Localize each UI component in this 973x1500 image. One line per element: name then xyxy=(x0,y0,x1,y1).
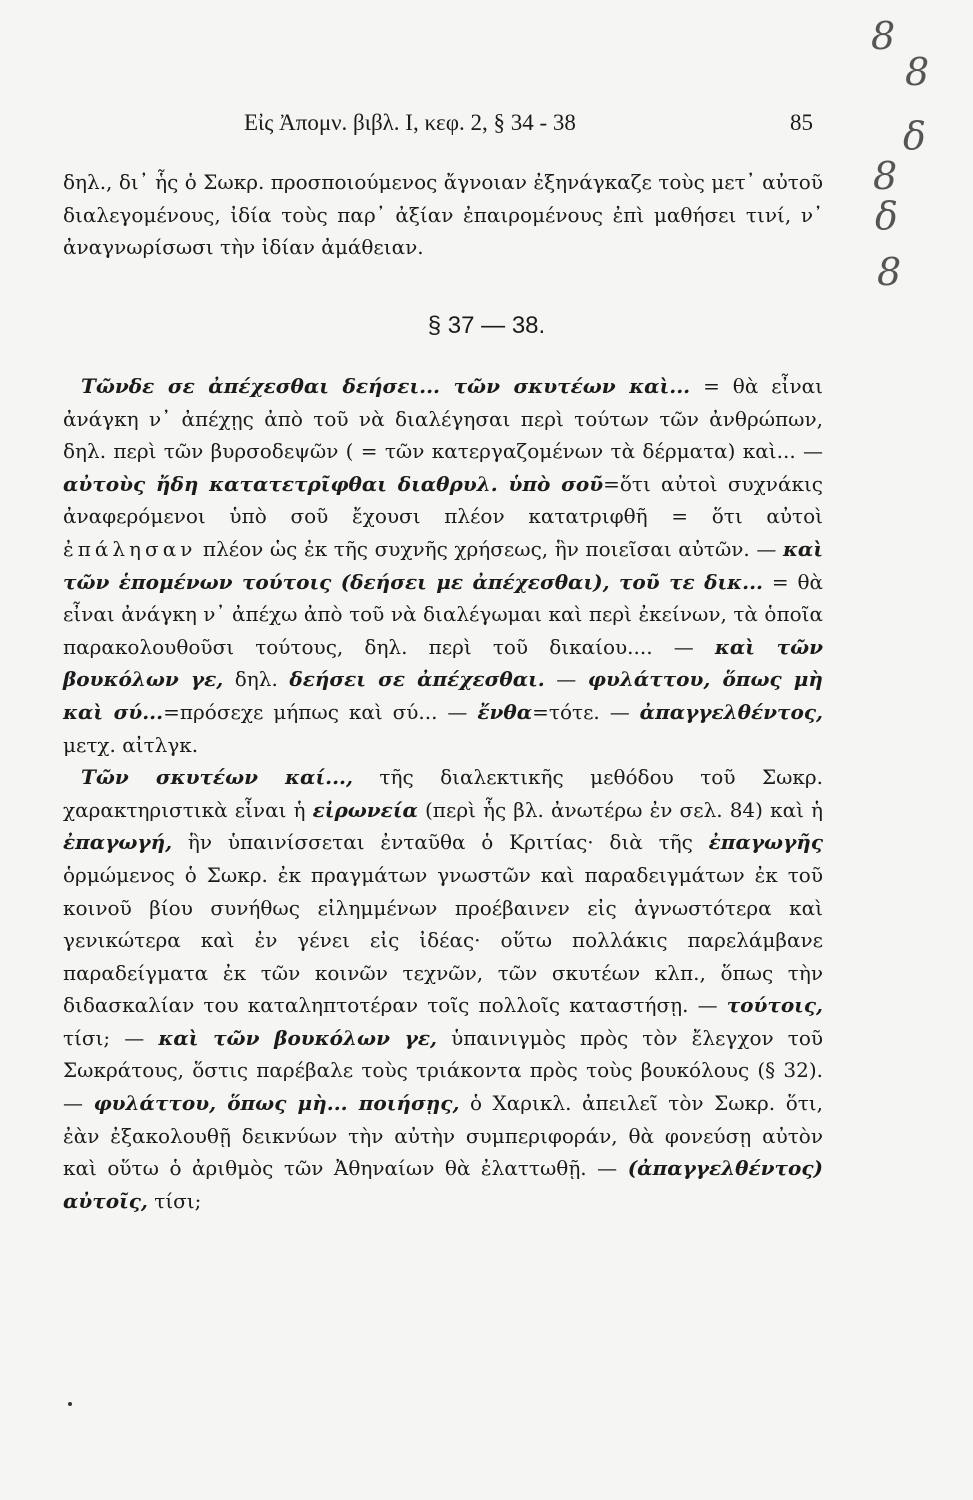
margin-note: δ xyxy=(875,194,898,238)
lemma: ἀπαγγελθέντος, xyxy=(639,699,823,724)
gloss: τίσι; — xyxy=(63,1025,159,1050)
running-header xyxy=(244,110,813,150)
gloss: ὁρμώμενος ὁ Σωκρ. ἐκ πραγμάτων γνωστῶν καὶ παραδειγμάτων ἐκ τοῦ κοινοῦ βίου συνήθως εἰλημμένων προέβαινεν εἰς ἀγνωστότερα καὶ γενικώτερα καὶ ἐν γένει εἰς ἰδέας· οὕτω πολλάκις παρελάμβανε παραδείγματα ἐκ τῶν κοινῶν τεχνῶν, τῶν σκυτέων κλπ., ὅπως τὴν διδασκαλίαν του καταληπτοτέραν τοῖς πολλοῖς καταστήσῃ. — xyxy=(63,862,823,1018)
lemma: δεήσει σε ἀπέχεσθαι. xyxy=(289,667,545,692)
commentary-paragraph-1 xyxy=(63,370,823,761)
margin-note: 8 xyxy=(905,50,930,94)
gloss: ὑπαινιγμὸς πρὸς τὸν ἔλεγχον τοῦ Σωκράτους, ὅστις παρέβαλε τοὺς τριάκοντα πρὸς τοὺς βουκόλους (§ 32). — xyxy=(63,1025,824,1116)
lemma: εἰρωνεία xyxy=(312,797,418,822)
ink-dot xyxy=(68,1402,72,1406)
lemma: φυλάττου, ὅπως μὴ... ποιήσῃς, xyxy=(93,1091,460,1116)
gloss: δηλ. xyxy=(223,667,290,692)
spaced-word: ἐπάλησαν xyxy=(63,536,197,561)
lemma: τούτοις, xyxy=(726,993,823,1018)
commentary-body xyxy=(63,370,823,1217)
section-heading: § 37 — 38. xyxy=(427,312,546,339)
lemma: Τῶν σκυτέων καί..., xyxy=(81,765,353,790)
gloss: = θὰ εἶναι ἀνάγκη ν᾽ ἀπέχῃς ἀπὸ τοῦ νὰ διαλέγησαι περὶ τούτων τῶν ἀνθρώπων, δηλ. περὶ τῶν βυρσοδεψῶν ( = τῶν κατεργαζομένων τὰ δέρματα) καὶ... — xyxy=(63,374,823,464)
lemma: αὐτοὺς ἤδη κατατετρῖφθαι διαθρυλ. ὑπὸ σοῦ xyxy=(63,471,604,496)
gloss: ἣν ὑπαινίσσεται ἐνταῦθα ὁ Κριτίας· διὰ τῆς xyxy=(172,830,709,855)
page-number: 85 xyxy=(790,110,813,135)
lemma: Τῶνδε σε ἀπέχεσθαι δεήσει... τῶν σκυτέων καὶ... xyxy=(81,374,691,398)
margin-note: 8 xyxy=(877,250,902,294)
gloss: =πρόσεχε μήπως καὶ σύ... — xyxy=(163,699,478,724)
lemma: ἐπαγωγή, xyxy=(63,830,173,855)
lemma: (ἀπαγγελθέντος) αὐτοῖς, xyxy=(63,1156,823,1213)
gloss: τῆς διαλεκτικῆς μεθόδου τοῦ Σωκρ. χαρακτηριστικὰ εἶναι ἡ xyxy=(63,765,824,822)
gloss: μετχ. αἰτλγκ. xyxy=(63,732,199,757)
gloss: τίσι; xyxy=(147,1188,202,1213)
header-title: Εἰς Ἀπομν. βιβλ. Ι, κεφ. 2, § 34 - 38 xyxy=(244,110,576,135)
margin-note: 8 xyxy=(871,14,896,58)
gloss: =τότε. — xyxy=(532,699,640,724)
lemma: φυλάττου, ὅπως μὴ καὶ σύ... xyxy=(63,667,823,724)
lemma: ἔνθα xyxy=(477,699,533,724)
lemma: ἐπαγωγῆς xyxy=(708,830,823,855)
margin-note: 8 xyxy=(873,154,898,198)
gloss: πλέον ὡς ἐκ τῆς συχνῆς χρήσεως, ἣν ποιεῖσαι αὐτῶν. — xyxy=(196,536,783,561)
gloss: = θὰ εἶναι ἀνάγκη ν᾽ ἀπέχω ἀπὸ τοῦ νὰ διαλέγωμαι καὶ περὶ ἐκείνων, τὰ ὁποῖα παρακολουθοῦσι τούτους, δηλ. περὶ τοῦ δικαίου.... — xyxy=(63,569,823,659)
lemma: καὶ τῶν βουκόλων γε, xyxy=(158,1025,437,1050)
lemma: καὶ τῶν ἑπομένων τούτοις (δεήσει με ἀπέχεσθαι), τοῦ τε δικ... xyxy=(63,536,823,594)
intro-text: δηλ., δι᾽ ἧς ὁ Σωκρ. προσποιούμενος ἄγνοιαν ἐξηνάγκαζε τοὺς μετ᾽ αὐτοῦ διαλεγομένους, ἰδία τοὺς παρ᾽ ἀξίαν ἐπαιρομένους ἐπὶ μαθήσει τινί, ν᾽ ἀναγνωρίσωσι τὴν ἰδίαν ἀμάθειαν. xyxy=(63,170,823,260)
handwritten-margin-notes xyxy=(865,14,955,314)
gloss: =ὅτι αὐτοὶ συχνάκις ἀναφερόμενοι ὑπὸ σοῦ ἔχουσι πλέον κατατριφθῆ = ὅτι αὐτοὶ xyxy=(63,471,823,529)
gloss: (περὶ ἧς βλ. ἀνωτέρω ἐν σελ. 84) καὶ ἡ xyxy=(417,797,823,822)
gloss: — xyxy=(544,667,588,692)
commentary-paragraph-2 xyxy=(63,761,823,1217)
intro-paragraph xyxy=(63,166,823,264)
lemma: καὶ τῶν βουκόλων γε, xyxy=(63,634,823,692)
gloss: ὁ Χαρικλ. ἀπειλεῖ τὸν Σωκρ. ὅτι, ἐὰν ἐξακολουθῇ δεικνύων τὴν αὐτὴν συμπεριφοράν, θὰ φονεύσῃ αὐτὸν καὶ οὕτω ὁ ἀριθμὸς τῶν Ἀθηναίων θὰ ἐλαττωθῇ. — xyxy=(63,1091,823,1181)
margin-note: δ xyxy=(903,114,926,158)
